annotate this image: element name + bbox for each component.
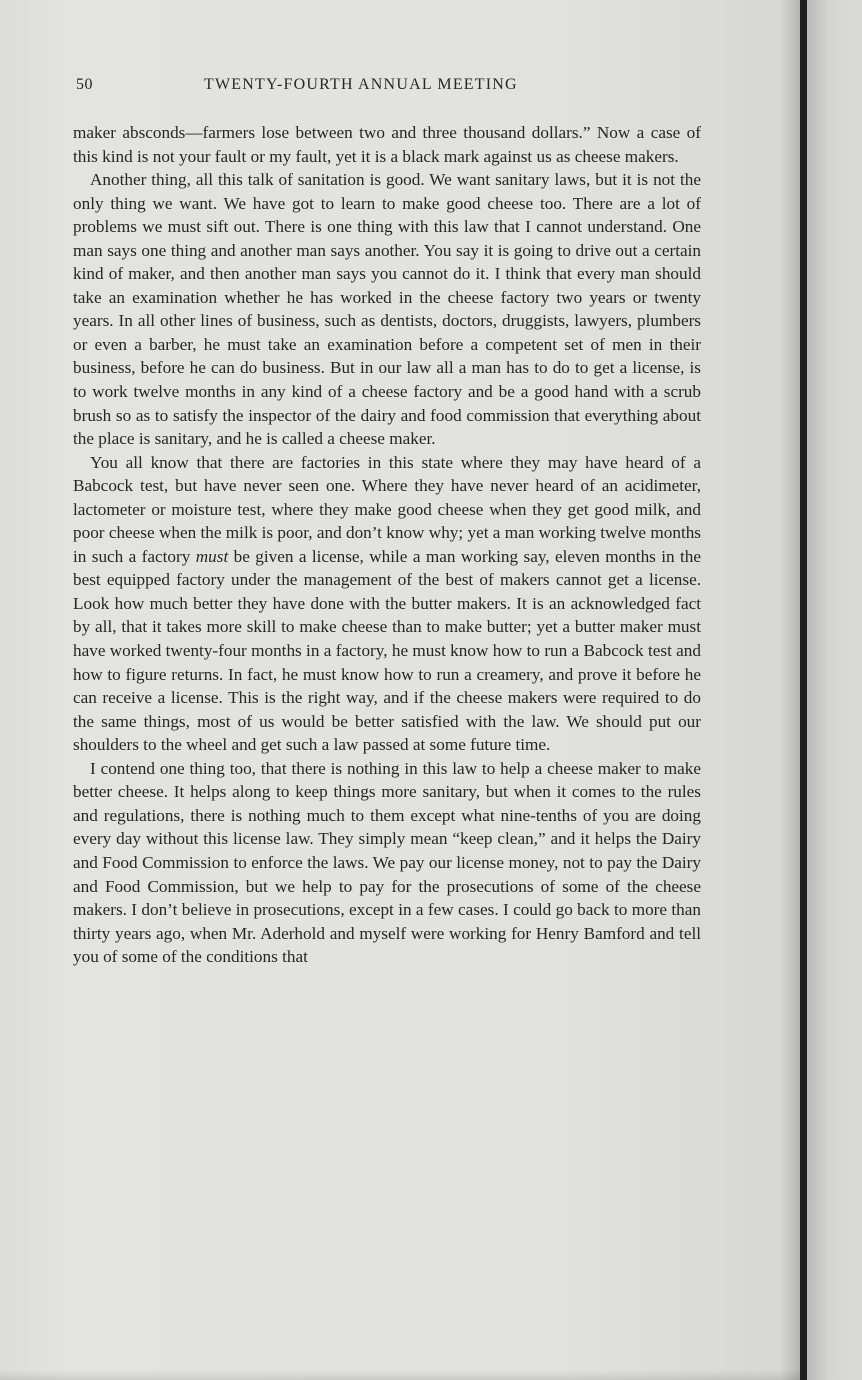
binding-gutter-shadow	[780, 0, 802, 1380]
adjacent-page-edge	[807, 0, 862, 1380]
paragraph-contention: I contend one thing too, that there is nothing in this law to help a cheese maker to make better cheese. It helps along to keep things more sanitary, but when it comes to the rules and regulations, there is nothing much to them except what nine-tenths of you are doing every day without this license law. They simply mean “keep clean,” and it helps the Dairy and Food Commission to enforce the laws. We pay our license money, not to pay the Dairy and Food Commission, but we help to pay for the prosecutions of some of the cheese makers. I don’t believe in prosecutions, except in a few cases. I could go back to more than thirty years ago, when Mr. Aderhold and myself were working for Henry Bamford and tell you of some of the conditions that	[73, 758, 701, 967]
paragraph-sanitation: Another thing, all this talk of sanitation is good. We want sanitary laws, but it is not the only thing we want. We have got to learn to make good cheese too. There are a lot of problems we must sift out. There is one thing with this law that I cannot understand. One man says one thing and another man says another. You say it is going to drive out a certain kind of maker, and then another man says you cannot do it. I think that every man should take an examination whether he has worked in the cheese factory two years or twenty years. In all other lines of business, such as dentists, doctors, druggists, lawyers, plumbers or even a barber, he must take an examination before a competent set of men in their business, before he can do business. But in our law all a man has to do to get a license, is to work twelve months in any kind of a cheese factory and be a good hand with a scrub brush so as to satisfy the inspector of the dairy and food commission that everything about the place is sanitary, and he is called a cheese maker.	[73, 170, 701, 449]
emphasis-must: must	[195, 546, 229, 566]
paragraph-factories: You all know that there are factories in this state where they may have heard of a Babcock test, but have never seen one. Where they have never heard of an acidimeter, lactometer or moisture test, where they make good cheese when they get good milk, and poor cheese when the milk is poor, and don’t know why; yet a man working twelve months in such a factory must be given a license, while a man working say, eleven months in the best equipped factory under the management of the best of makers cannot get a license. Look how much better they have done with the butter makers. It is an acknowledged fact by all, that it takes more skill to make cheese than to make butter; yet a butter maker must have worked twenty-four months in a factory, he must know how to run a Babcock test and how to figure returns. In fact, he must know how to run a creamery, and prove it before he can receive a license. This is the right way, and if the cheese makers were required to do the same things, most of us would be better satisfied with the law. We should put our shoulders to the wheel and get such a law passed at some future time.	[73, 452, 701, 755]
page-number: 50	[76, 76, 93, 93]
page-bottom-shadow	[0, 1370, 800, 1380]
running-head: TWENTY-FOURTH ANNUAL MEETING	[204, 76, 518, 93]
paragraph-continued: maker absconds—farmers lose between two and three thousand dollars.” Now a case of this kind is not your fault or my fault, yet it is a black mark against us as cheese makers.	[73, 123, 701, 166]
page-header	[76, 76, 696, 100]
body-text	[73, 121, 701, 969]
book-spine	[800, 0, 807, 1380]
